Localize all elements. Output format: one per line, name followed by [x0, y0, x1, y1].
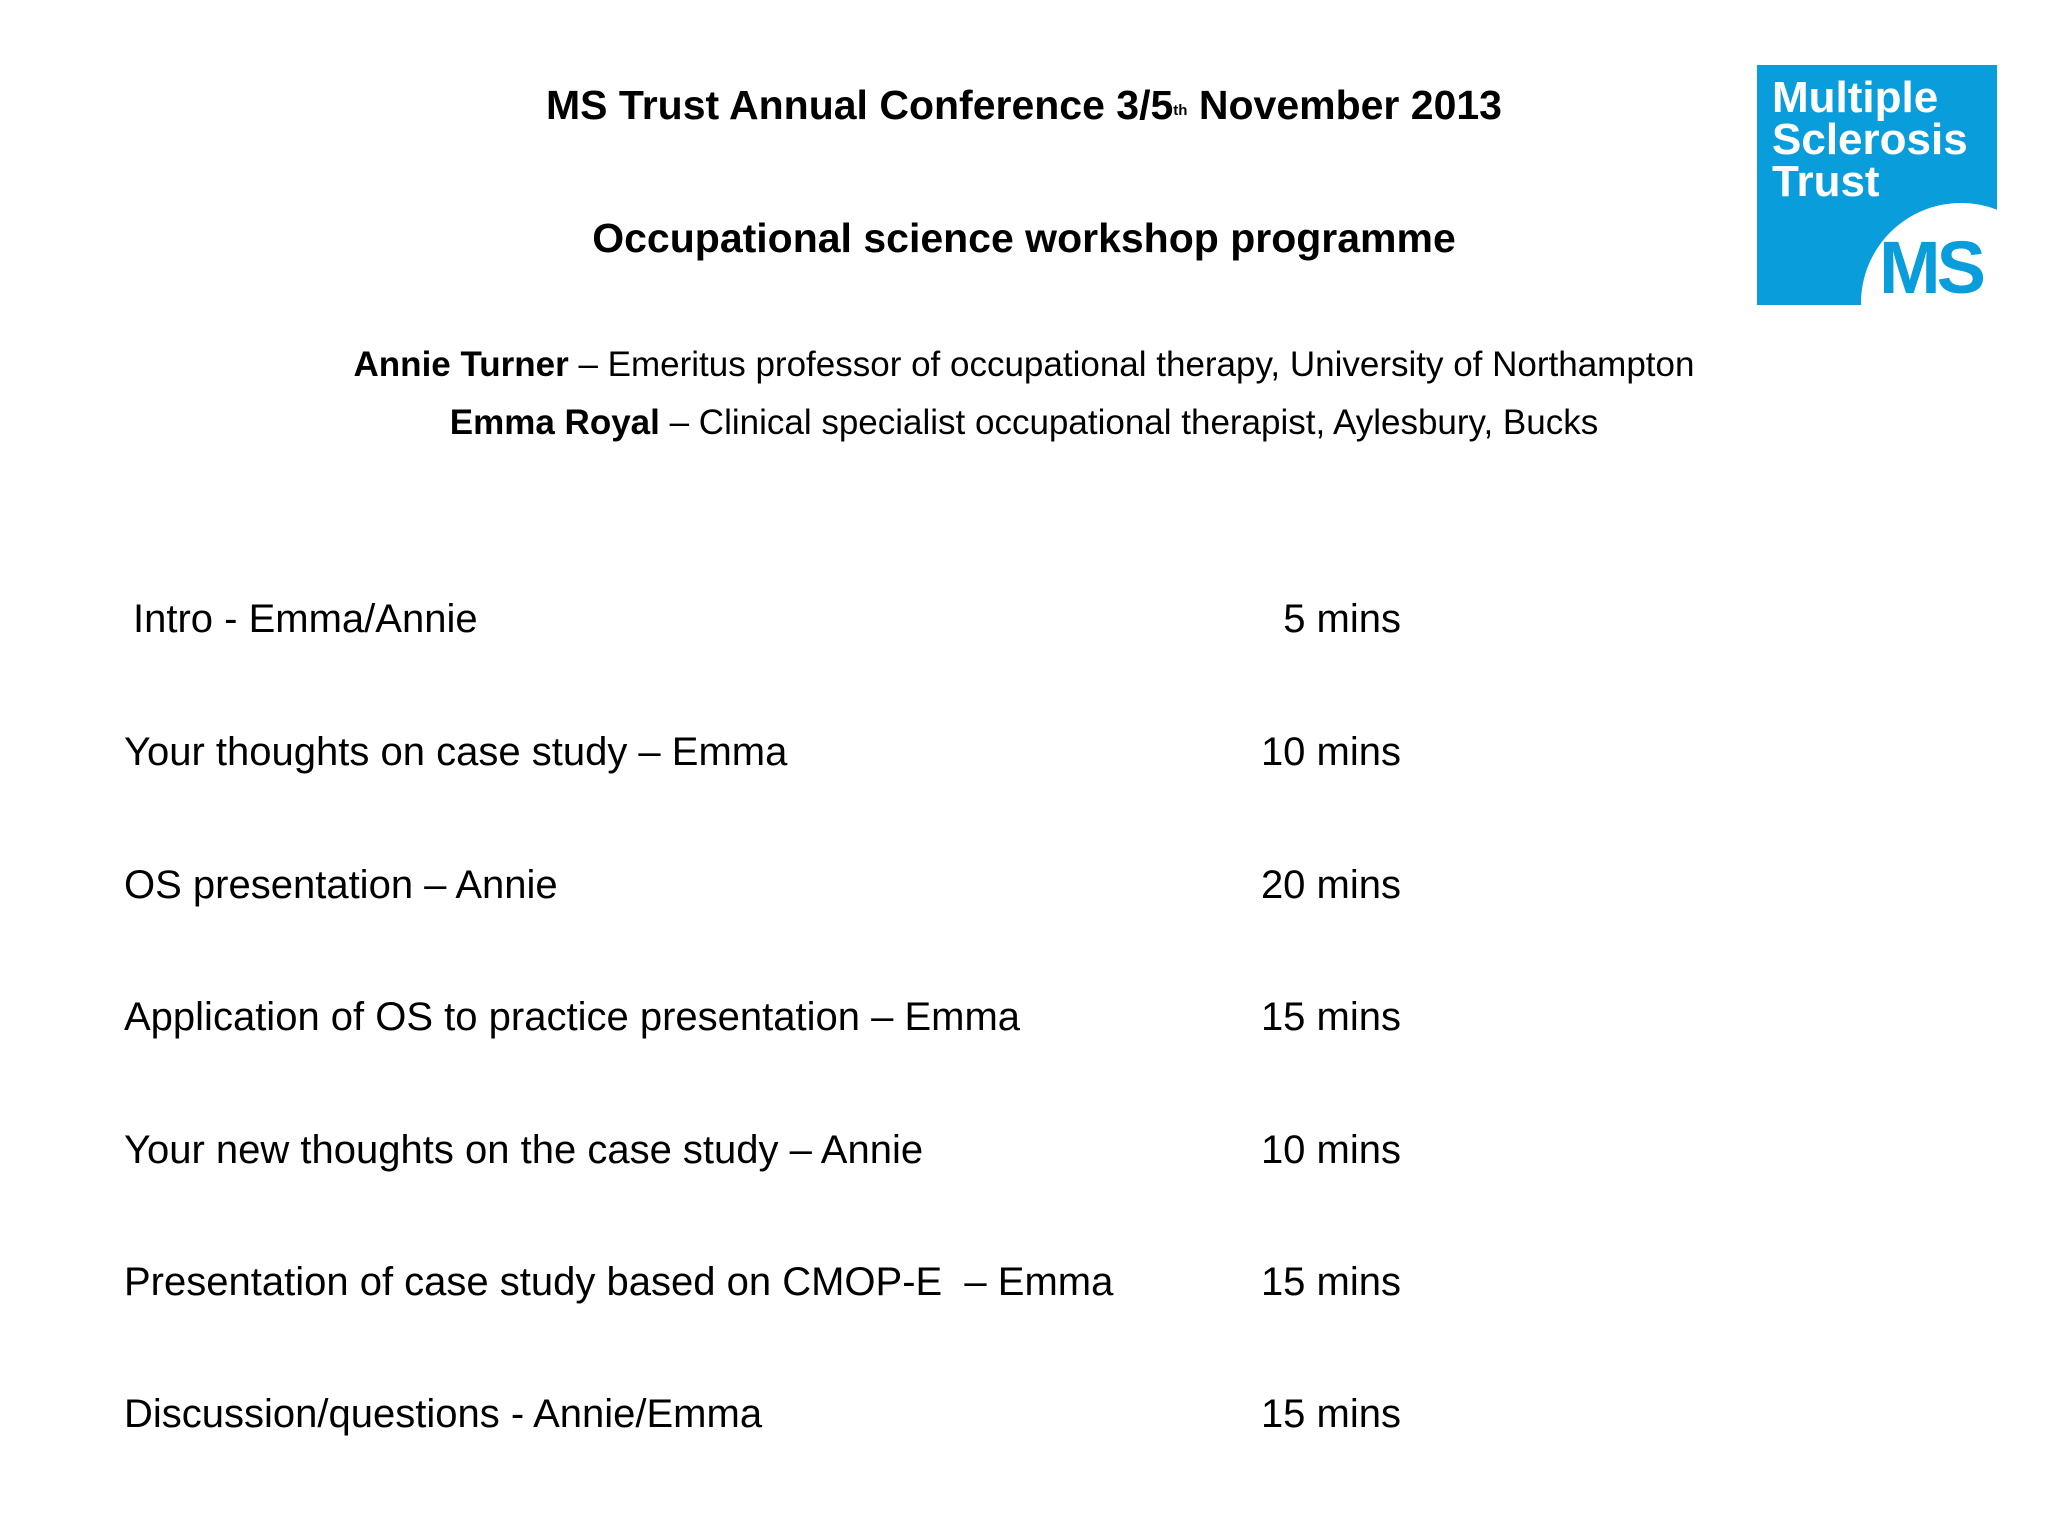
- title-tail: November 2013: [1187, 82, 1502, 128]
- presenter-line: [0, 343, 2048, 387]
- agenda-item-label: OS presentation – Annie: [124, 863, 558, 907]
- agenda-item-duration: 15 mins: [1260, 1392, 1401, 1436]
- page-title: [0, 80, 2048, 130]
- agenda-item-duration: 5 mins: [1283, 597, 1401, 641]
- agenda-item: [0, 1122, 2048, 1178]
- agenda-item-duration: 20 mins: [1260, 863, 1401, 907]
- presenter-role: – Emeritus professor of occupational therapy, University of Northampton: [568, 345, 1695, 384]
- presenter-line: [0, 401, 2048, 445]
- agenda-item-label: Your thoughts on case study – Emma: [124, 730, 788, 774]
- agenda-item-label: Presentation of case study based on CMOP-E – Emma: [124, 1260, 1114, 1304]
- agenda-item-duration: 10 mins: [1260, 1128, 1401, 1172]
- agenda-item: [0, 1386, 2048, 1442]
- logo-word-sclerosis: Sclerosis: [1772, 115, 1968, 164]
- title-superscript: th: [1173, 102, 1188, 119]
- agenda-item-label: Intro - Emma/Annie: [133, 597, 478, 641]
- logo-word-multiple: Multiple: [1772, 73, 1939, 122]
- presenter-name: Emma Royal: [449, 403, 660, 442]
- agenda-item: [0, 1254, 2048, 1310]
- agenda-item: [0, 724, 2048, 780]
- logo-word-trust: Trust: [1772, 157, 1880, 206]
- agenda-item: [0, 591, 2048, 647]
- title-main: MS Trust Annual Conference 3/5: [546, 82, 1174, 128]
- agenda-item-label: Your new thoughts on the case study – Annie: [124, 1128, 924, 1172]
- agenda-item-duration: 15 mins: [1260, 995, 1401, 1039]
- ms-trust-logo: [1757, 65, 1997, 305]
- logo-ms-mark: MS: [1879, 226, 1982, 305]
- agenda-item: [0, 989, 2048, 1045]
- page-subtitle: Occupational science workshop programme: [592, 215, 1456, 261]
- presenter-name: Annie Turner: [353, 345, 569, 384]
- agenda-item-duration: 10 mins: [1260, 730, 1401, 774]
- agenda-item: [0, 857, 2048, 913]
- presenter-role: – Clinical specialist occupational therapist, Aylesbury, Bucks: [659, 403, 1599, 442]
- agenda-item-duration: 15 mins: [1260, 1260, 1401, 1304]
- agenda-item-label: Application of OS to practice presentation – Emma: [124, 995, 1021, 1039]
- agenda-item-label: Discussion/questions - Annie/Emma: [124, 1392, 763, 1436]
